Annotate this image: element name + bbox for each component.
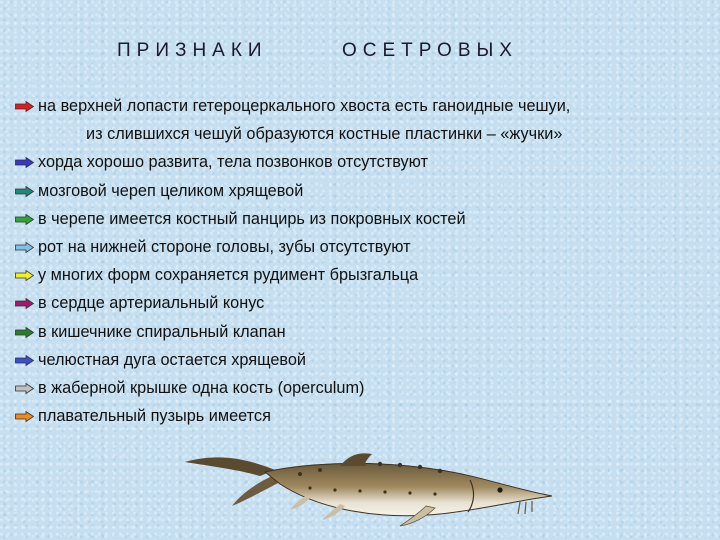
- bullet-arrow-icon: [15, 298, 34, 309]
- bullet-arrow-icon: [15, 186, 34, 197]
- list-item: [0, 180, 710, 204]
- bullet-arrow-icon: [15, 157, 34, 168]
- bullet-arrow-icon: [15, 270, 34, 281]
- bullet-arrow-icon: [15, 242, 34, 253]
- bullet-arrow-icon: [15, 101, 34, 112]
- list-item: [0, 405, 710, 429]
- title-word-1: ПРИЗНАКИ: [117, 40, 268, 61]
- list-item: [0, 292, 710, 316]
- list-item: [0, 151, 710, 175]
- list-item-text: мозговой череп целиком хрящевой: [38, 182, 304, 200]
- list-item: [0, 236, 710, 260]
- list-item-text: в кишечнике спиральный клапан: [38, 323, 286, 341]
- bullet-arrow-icon: [15, 355, 34, 366]
- list-item-text: плавательный пузырь имеется: [38, 407, 271, 425]
- list-item-text: у многих форм сохраняется рудимент брызгальца: [38, 266, 419, 284]
- bullet-arrow-icon: [15, 383, 34, 394]
- list-item: [0, 264, 710, 288]
- list-item-text: рот на нижней стороне головы, зубы отсутствуют: [38, 238, 411, 256]
- bullet-arrow-icon: [15, 214, 34, 225]
- bullet-arrow-icon: [15, 327, 34, 338]
- list-item-text: хорда хорошо развита, тела позвонков отсутствуют: [38, 153, 428, 171]
- bullet-arrow-icon: [15, 411, 34, 422]
- sturgeon-illustration: [180, 440, 560, 530]
- list-item: [0, 321, 710, 345]
- list-item-text: на верхней лопасти гетероцеркального хвоста есть ганоидные чешуи,: [38, 97, 571, 115]
- list-item-text: челюстная дуга остается хрящевой: [38, 351, 306, 369]
- title-word-2: ОСЕТРОВЫХ: [342, 40, 518, 61]
- list-item: [0, 123, 710, 147]
- list-item: [0, 349, 710, 373]
- list-item: [0, 377, 710, 401]
- list-item-text: из слившихся чешуй образуются костные пластинки – «жучки»: [86, 125, 563, 143]
- list-item-text: в сердце артериальный конус: [38, 294, 265, 312]
- list-item-text: в черепе имеется костный панцирь из покровных костей: [38, 210, 466, 228]
- list-item: [0, 208, 710, 232]
- list-item: [0, 95, 710, 119]
- list-item-text: в жаберной крышке одна кость (operculum): [38, 379, 365, 397]
- page-title: [0, 40, 720, 64]
